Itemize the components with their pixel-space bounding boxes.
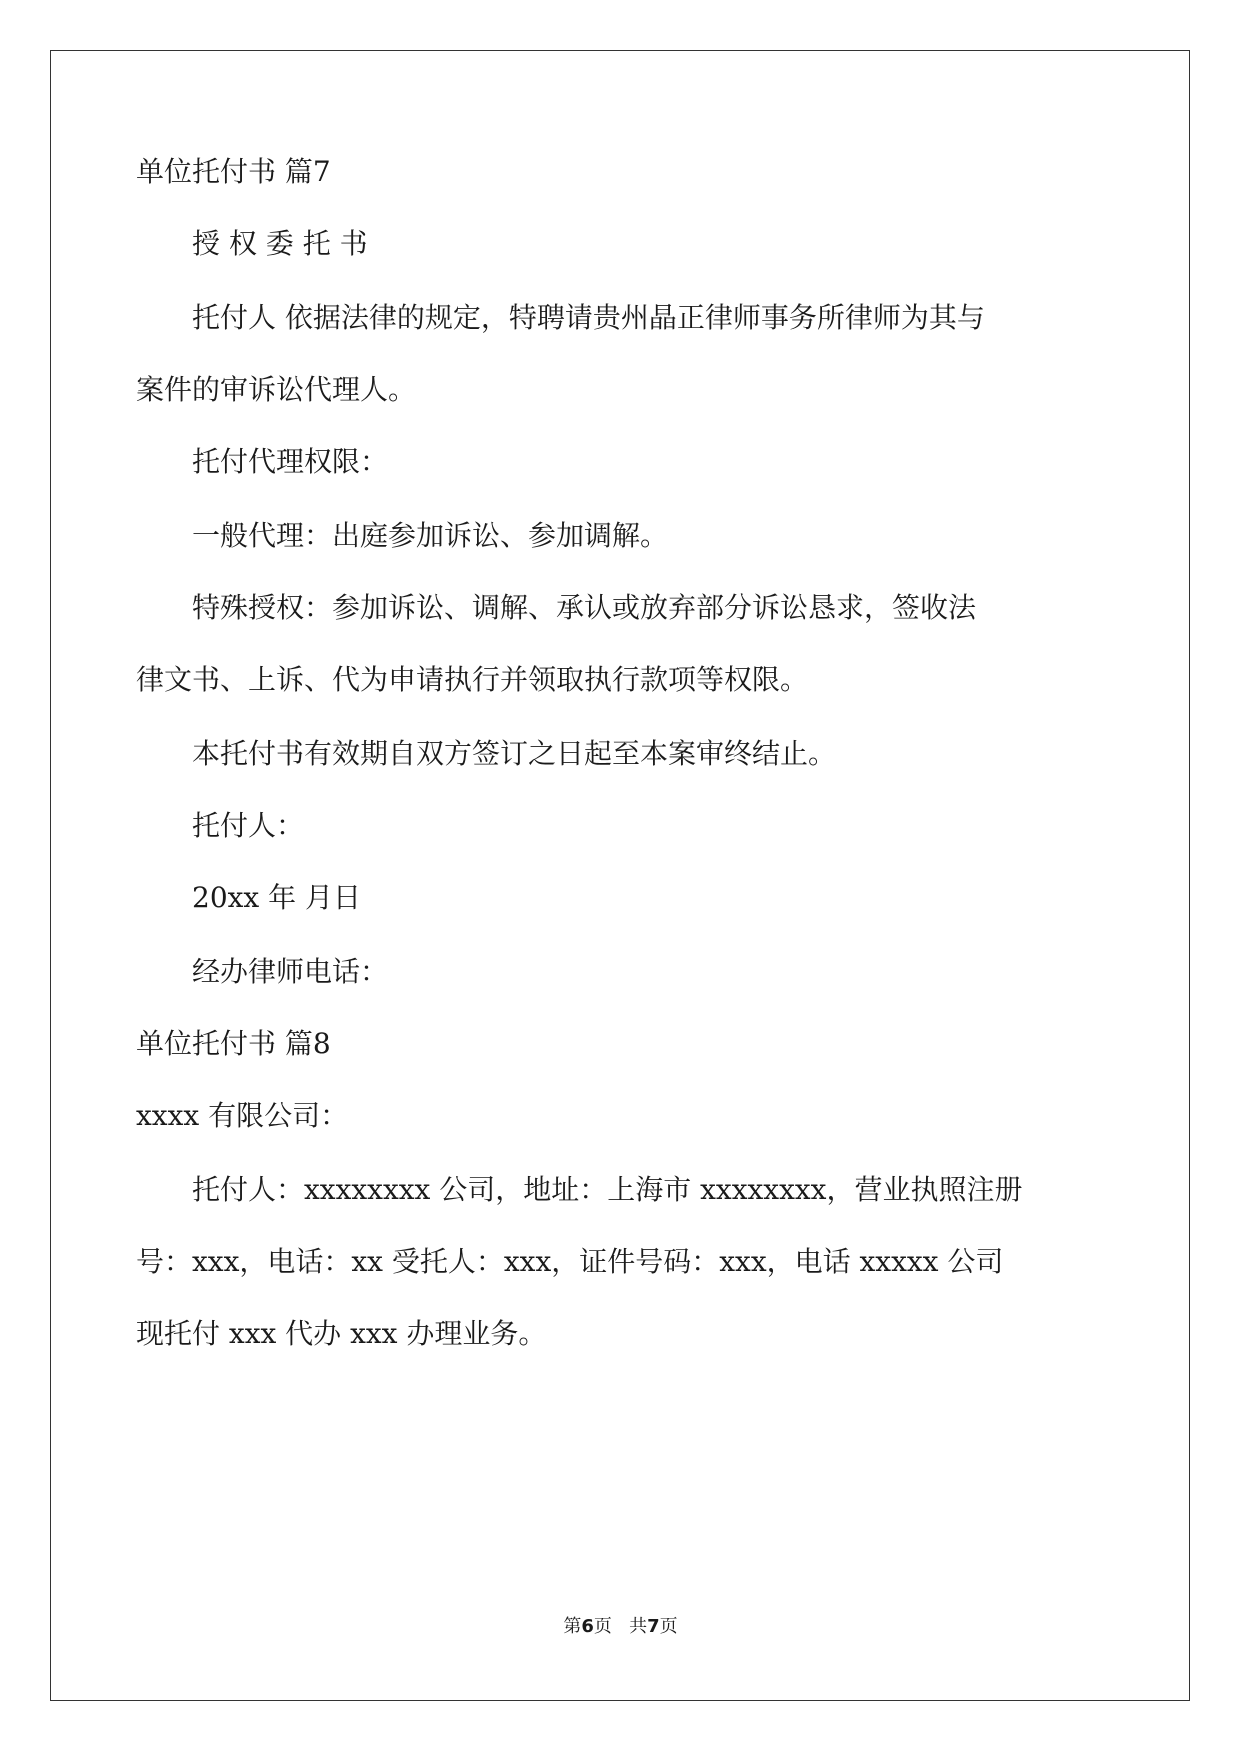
date-line: 20xx 年 月日 bbox=[192, 881, 362, 914]
paragraph-line: 托付人 依据法律的规定，特聘请贵州晶正律师事务所律师为其与 bbox=[192, 301, 985, 334]
paragraph-line: 现托付 xxx 代办 xxx 办理业务。 bbox=[136, 1317, 547, 1350]
current-page-number: 6 bbox=[581, 1616, 594, 1637]
footer-suffix: 页 bbox=[659, 1616, 678, 1637]
paragraph-line: 托付代理权限： bbox=[192, 445, 389, 478]
paragraph-line: 号：xxx，电话：xx 受托人：xxx，证件号码：xxx，电话 xxxxx 公司 bbox=[136, 1245, 1004, 1278]
section-heading: 单位托付书 篇7 bbox=[136, 155, 331, 188]
page-number-footer bbox=[0, 1612, 1241, 1638]
footer-middle: 页 共 bbox=[593, 1616, 648, 1637]
paragraph-line: 托付人：xxxxxxxx 公司，地址：上海市 xxxxxxxx，营业执照注册 bbox=[192, 1173, 1023, 1206]
footer-prefix: 第 bbox=[563, 1616, 582, 1637]
document-title: 授 权 委 托 书 bbox=[192, 227, 368, 260]
lawyer-phone-label: 经办律师电话： bbox=[192, 955, 389, 988]
addressee-line: xxxx 有限公司： bbox=[136, 1099, 349, 1132]
paragraph-line: 本托付书有效期自双方签订之日起至本案审终结止。 bbox=[192, 737, 837, 770]
total-pages-number: 7 bbox=[647, 1616, 660, 1637]
paragraph-line: 案件的审诉讼代理人。 bbox=[136, 373, 417, 406]
paragraph-line: 特殊授权：参加诉讼、调解、承认或放弃部分诉讼恳求，签收法 bbox=[192, 591, 977, 624]
paragraph-line: 一般代理：出庭参加诉讼、参加调解。 bbox=[192, 519, 669, 552]
section-heading: 单位托付书 篇8 bbox=[136, 1027, 331, 1060]
signature-label: 托付人： bbox=[192, 809, 305, 842]
paragraph-line: 律文书、上诉、代为申请执行并领取执行款项等权限。 bbox=[136, 663, 809, 696]
